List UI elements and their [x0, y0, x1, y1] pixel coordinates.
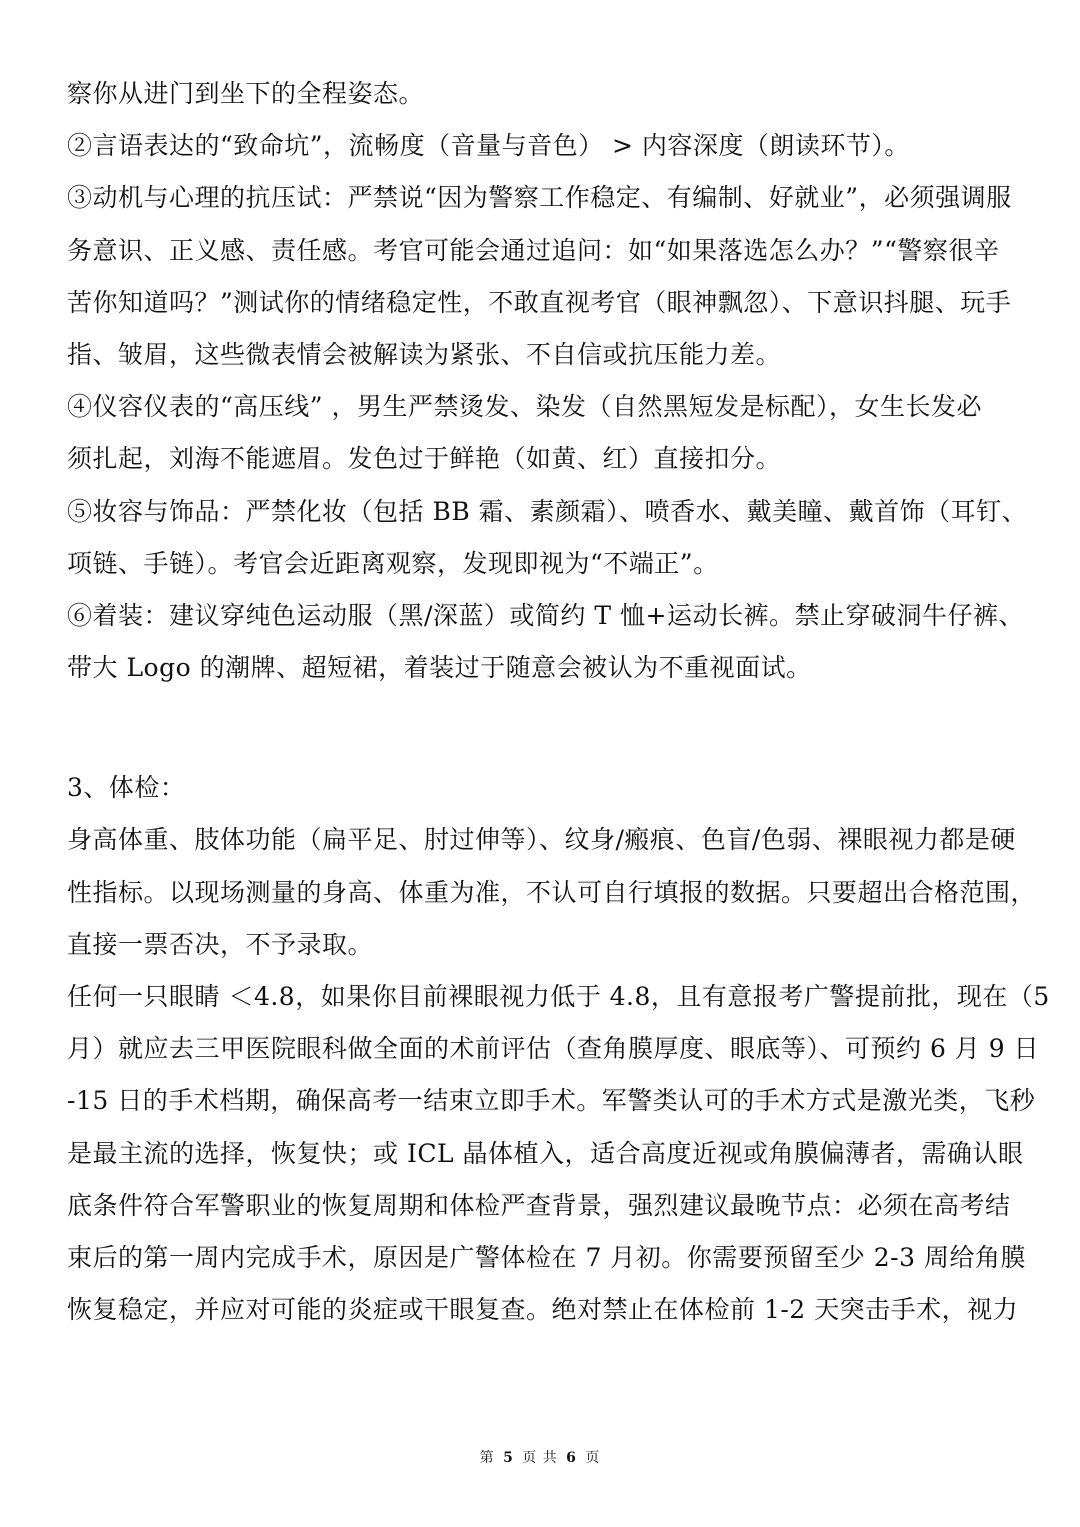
- text-line: 月）就应去三甲医院眼科做全面的术前评估（查角膜厚度、眼底等）、可预约 6 月 9 日: [67, 1034, 1040, 1064]
- text-line: 恢复稳定，并应对可能的炎症或干眼复查。绝对禁止在体检前 1-2 天突击手术，视力: [67, 1295, 1019, 1325]
- text-line: ②言语表达的“致命坑”，流畅度（音量与音色） > 内容深度（朗读环节）。: [67, 131, 910, 161]
- text-line: 项链、手链）。考官会近距离观察，发现即视为“不端正”。: [67, 548, 719, 578]
- section-spacer: [67, 694, 1017, 762]
- section-heading: 3、体检：: [67, 773, 186, 803]
- text-line: ⑥着装：建议穿纯色运动服（黑/深蓝）或简约 T 恤+运动长裤。禁止穿破洞牛仔裤、: [67, 600, 1024, 630]
- medical-exam-section: [67, 762, 1050, 1336]
- text-line: 身高体重、肢体功能（扁平足、肘过伸等）、纹身/瘢痕、色盲/色弱、裸眼视力都是硬: [67, 825, 1016, 855]
- text-line: 须扎起，刘海不能遮眉。发色过于鲜艳（如黄、红）直接扣分。: [67, 444, 782, 474]
- current-page-number: 5: [503, 1450, 514, 1466]
- footer-prefix: 第: [479, 1450, 495, 1466]
- text-line: 直接一票否决，不予录取。: [67, 929, 374, 959]
- text-line: 底条件符合军警职业的恢复周期和体检严查背景，强烈建议最晚节点：必须在高考结: [67, 1190, 1011, 1220]
- text-line: 苦你知道吗？”测试你的情绪稳定性，不敢直视考官（眼神飘忽）、下意识抖腿、玩手: [67, 287, 1012, 317]
- text-line: -15 日的手术档期，确保高考一结束立即手术。军警类认可的手术方式是激光类，飞秒: [67, 1086, 1036, 1116]
- text-line: ③动机与心理的抗压试：严禁说“因为警察工作稳定、有编制、好就业”，必须强调服: [67, 183, 1012, 213]
- text-line: 务意识、正义感、责任感。考官可能会通过追问：如“如果落选怎么办？”“警察很辛: [67, 235, 1000, 265]
- text-line: 带大 Logo 的潮牌、超短裙，着装过于随意会被认为不重视面试。: [67, 653, 812, 683]
- text-line: ⑤妆容与饰品：严禁化妆（包括 BB 霜、素颜霜）、喷香水、戴美瞳、戴首饰（耳钉、: [67, 496, 1028, 526]
- text-line: 束后的第一周内完成手术，原因是广警体检在 7 月初。你需要预留至少 2-3 周给角膜: [67, 1242, 1026, 1272]
- interview-section: [67, 68, 1028, 694]
- total-pages-number: 6: [566, 1450, 577, 1466]
- text-line: 察你从进门到坐下的全程姿态。: [67, 79, 425, 108]
- text-line: 是最主流的选择，恢复快；或 ICL 晶体植入，适合高度近视或角膜偏薄者，需确认眼: [67, 1138, 1024, 1168]
- text-line: 指、皱眉，这些微表情会被解读为紧张、不自信或抗压能力差。: [67, 339, 782, 369]
- page-footer: [0, 1447, 1080, 1467]
- footer-mid: 页 共: [522, 1450, 558, 1466]
- document-page: [67, 68, 1050, 1336]
- text-line: 任何一只眼睛 ＜4.8，如果你目前裸眼视力低于 4.8，且有意报考广警提前批，现在（5: [67, 982, 1050, 1011]
- footer-suffix: 页: [585, 1450, 601, 1466]
- text-line: 性指标。以现场测量的身高、体重为准，不认可自行填报的数据。只要超出合格范围，: [67, 877, 1037, 907]
- text-line: ④仪容仪表的“高压线” ，男生严禁烫发、染发（自然黑短发是标配），女生长发必: [67, 392, 983, 422]
